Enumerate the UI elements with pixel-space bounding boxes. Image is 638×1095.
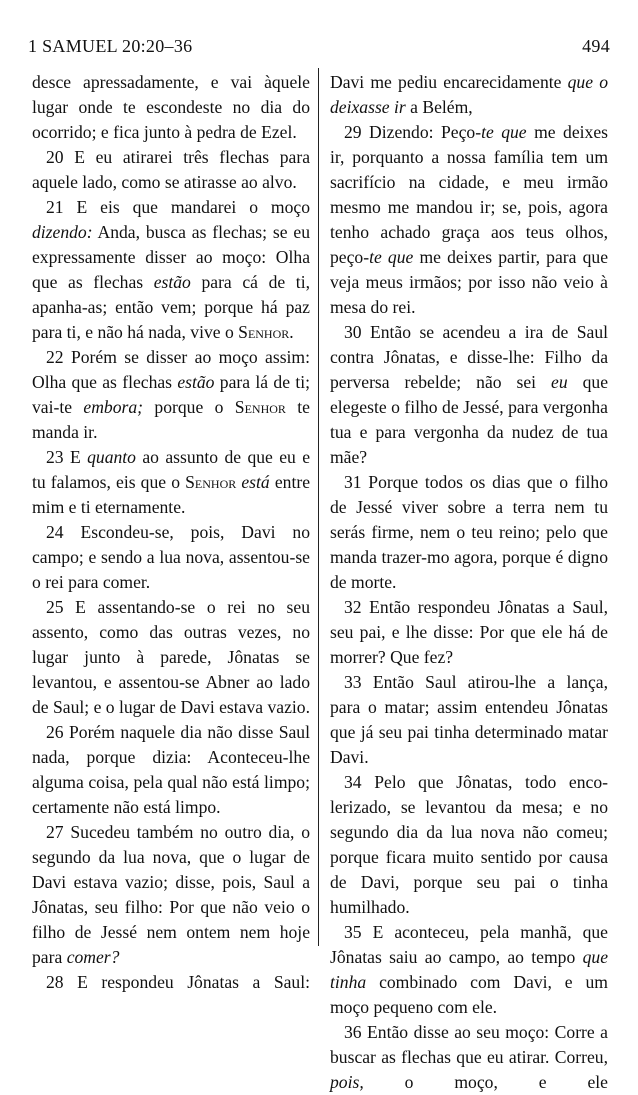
italic-text: comer?	[66, 947, 120, 967]
divine-name: Senhor	[234, 397, 286, 417]
verse-paragraph	[32, 145, 310, 195]
verse-paragraph	[330, 320, 608, 470]
verse-paragraph	[32, 970, 310, 995]
italic-text: quanto	[87, 447, 136, 467]
verse-text: 36 Então disse ao seu moço: Corre a buscar as flechas que eu atirar. Correu,	[330, 1022, 608, 1067]
verse-paragraph	[330, 920, 608, 1020]
verse-text: 31 Porque todos os dias que o filho de Jessé viver sobre a terra nem tu serás firme, nem o teu reino; pelo que manda trazer-mo agora, porque é digno de morte.	[330, 472, 608, 592]
italic-text: embora;	[83, 397, 144, 417]
verse-text: entre mim e ti eternamente.	[32, 472, 310, 517]
verse-text: 28 E respondeu Jônatas a Saul:	[46, 972, 310, 992]
verse-text: .	[289, 322, 294, 342]
italic-text: te que	[481, 122, 527, 142]
verse-text: o moço, e ele	[363, 1072, 608, 1092]
verse-paragraph	[330, 1020, 608, 1095]
left-text-column	[32, 70, 310, 995]
verse-text: 30 Então se acendeu a ira de Saul contra Jônatas, e disse-lhe: Filho da perversa rebelde; não sei	[330, 322, 608, 392]
verse-text: Anda, busca as flechas; se eu expressamente disser ao moço: Olha que as flechas	[32, 222, 310, 292]
verse-text: desce apressadamente, e vai àquele lugar onde te escondeste no dia do ocorrido; e fica junto à pedra de Ezel.	[32, 72, 310, 142]
verse-text: 35 E aconteceu, pela manhã, que Jônatas saiu ao campo, ao tempo	[330, 922, 608, 967]
verse-paragraph	[330, 470, 608, 595]
verse-text: 24 Escondeu-se, pois, Davi no campo; e sendo a lua nova, assentou-se o rei para comer.	[32, 522, 310, 592]
verse-text: Davi me pediu encarecidamente	[330, 72, 568, 92]
verse-text: 25 E assentando-se o rei no seu assento, como das outras vezes, no lugar junto à parede, Jônatas se levantou, e assentou-se Abner ao lado de Saul; e o lugar de Davi estava vazio.	[32, 597, 310, 717]
italic-text: estão	[177, 372, 215, 392]
verse-text: que elegeste o filho de Jessé, para vergonha tua e para vergonha da nudez de tua mãe?	[330, 372, 609, 467]
italic-text: que o deixasse ir	[330, 72, 608, 117]
verse-text: para cá de ti, apanha-as; então vem; porque há paz para ti, e não há nada, vive o	[32, 272, 310, 342]
verse-text: 33 Então Saul atirou-lhe a lança, para o matar; assim entendeu Jônatas que já seu pai tinha determinado matar Davi.	[330, 672, 608, 767]
italic-text: que tinha	[330, 947, 608, 992]
divine-name: Senhor	[238, 322, 290, 342]
page-number: 494	[582, 36, 610, 56]
divine-name: Senhor	[185, 472, 237, 492]
verse-text: 21 E eis que mandarei o moço	[46, 197, 310, 217]
column-divider	[318, 68, 319, 946]
italic-text: dizendo:	[32, 222, 93, 242]
verse-text: para lá de ti; vai-te	[32, 372, 310, 417]
verse-text: 20 E eu atirarei três flechas para aquele lado, como se atirasse ao alvo.	[32, 147, 310, 192]
verse-text: te manda ir.	[32, 397, 310, 442]
verse-text: ao assunto de que eu e tu falamos, eis que o	[32, 447, 311, 492]
verse-text: 32 Então respondeu Jônatas a Saul, seu pai, e lhe disse: Por que ele há de morrer? Que fez?	[330, 597, 608, 667]
right-text-column	[330, 70, 608, 1095]
verse-paragraph	[330, 120, 608, 320]
verse-paragraph	[330, 670, 608, 770]
verse-text: combinado com Davi, e um moço pequeno com ele.	[330, 972, 608, 1017]
italic-text: pois,	[330, 1072, 364, 1092]
verse-paragraph	[32, 720, 310, 820]
continued-paragraph	[32, 70, 310, 145]
chapter-reference: 1 SAMUEL 20:20–36	[28, 36, 193, 56]
verse-text: 22 Porém se disser ao moço assim: Olha que as flechas	[32, 347, 310, 392]
verse-paragraph	[32, 520, 310, 595]
verse-text: 26 Porém naquele dia não disse Saul nada, porque dizia: Aconteceu-lhe alguma coisa, pela qual não está limpo; certamente não está limpo.	[32, 722, 310, 817]
continued-paragraph	[330, 70, 608, 120]
verse-text: a Belém,	[405, 97, 473, 117]
italic-text: está	[241, 472, 270, 492]
verse-paragraph	[32, 595, 310, 720]
verse-text: 34 Pelo que Jônatas, todo encolerizado, se levantou da mesa; e no segundo dia da lua nova não comeu; porque ficara muito sentido por causa de Davi, porque seu pai o tinha humilhado.	[330, 772, 608, 917]
running-header	[28, 36, 610, 64]
italic-text: te que	[369, 247, 414, 267]
verse-text: 29 Dizendo: Peço-	[344, 122, 482, 142]
verse-text: 23 E	[46, 447, 88, 467]
verse-paragraph	[32, 345, 310, 445]
verse-text: me deixes ir, porquanto a nossa família tem um sacrifício na cidade, e meu irmão mesmo me mandou ir; se, pois, agora tenho achado graça aos teus olhos, peço-	[330, 122, 608, 267]
verse-text: me deixes partir, para que veja meus irmãos; por isso não veio à mesa do rei.	[330, 247, 609, 317]
italic-text: estão	[153, 272, 191, 292]
verse-paragraph	[330, 595, 608, 670]
verse-paragraph	[32, 820, 310, 970]
italic-text: eu	[551, 372, 568, 392]
verse-paragraph	[32, 195, 310, 345]
verse-text: 27 Sucedeu também no outro dia, o segundo da lua nova, que o lugar de Davi estava vazio; disse, pois, Saul a Jônatas, seu filho: Por que não veio o filho de Jessé nem ontem nem hoje para	[32, 822, 310, 967]
verse-text: porque o	[143, 397, 235, 417]
verse-paragraph	[32, 445, 310, 520]
verse-paragraph	[330, 770, 608, 920]
